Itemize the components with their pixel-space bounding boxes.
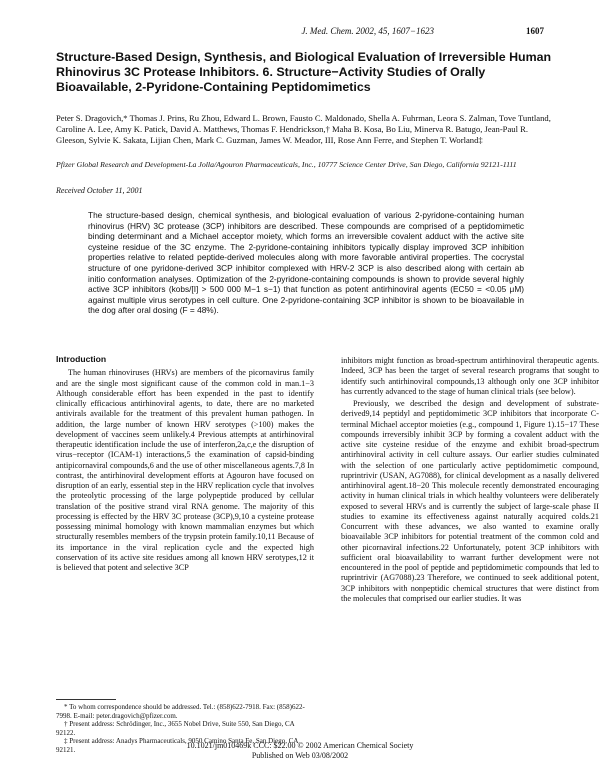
- intro-paragraph-2: Previously, we described the design and development of substrate-derived9,14 peptidyl and peptidomimetic 3CP inhibitors that incorporate C-terminal Michael acceptor moieties (e.g., compound 1, Figure 1).15−17 These compounds irreversibly inhibit 3CP by forming a covalent adduct with the active site cysteine residue of the enzyme and exhibit broad-spectrum antirhinoviral activity in cell culture assays. Our earlier studies culminated with the selection of one particularly active peptidomimetic compound, ruprintrivir (USAN, AG7088), for clinical development as a nasally delivered antirhinoviral agent.18−20 This molecule recently demonstrated encouraging activity in human clinical trials in which healthy volunteers were deliberately exposed to several HRVs and is currently the subject of large-scale phase II studies to examine its effectiveness against naturally acquired colds.21 Concurrent with these advances, we also wanted to examine orally bioavailable 3CP inhibitors for potential treatment of the common cold and other picornaviral infections.22 Unfortunately, potent 3CP inhibitors with sufficient oral bioavailability to warrant further development were not encountered in the pool of peptide and peptidomimetic compounds that led to ruprintrivir (AG7088).23 Therefore, we continued to seek additional potent, 3CP inhibitors with nonpeptidic chemical structures that were distinct from the molecules that comprised our earlier studies. It was: [341, 399, 599, 603]
- journal-citation: J. Med. Chem. 2002, 45, 1607−1623: [301, 26, 434, 36]
- footnote-correspondence: * To whom correspondence should be addressed. Tel.: (858)622-7918. Fax: (858)622-7998. E-mail: peter.dragovich@pfizer.com.: [56, 703, 305, 720]
- doi-line: 10.1021/jm010469k CCC: $22.00 © 2002 American Chemical Society: [186, 741, 414, 750]
- received-date: Received October 11, 2001: [56, 186, 143, 195]
- page-number: 1607: [526, 26, 544, 36]
- running-head: [56, 26, 544, 38]
- author-list: Peter S. Dragovich,* Thomas J. Prins, Ru Zhou, Edward L. Brown, Fausto C. Maldonado, Shella A. Fuhrman, Leora S. Zalman, Tove Tuntland, Caroline A. Lee, Amy K. Patick, David A. Matthews, Thomas F. Hendrickson,† Maha B. Kosa, Bo Liu, Minerva R. Batugo, Jean-Paul R. Gleeson, Sylvie K. Sakata, Lijian Chen, Mark C. Guzman, James W. Meador, III, Rose Ann Ferre, and Stephen T. Worland‡: [56, 113, 551, 145]
- publication-date: Published on Web 03/08/2002: [251, 750, 349, 760]
- footnote-present-address-2: ‡ Present address: Anadys Pharmaceuticals, 9050 Camino Santa Fe, San Diego, CA 92121.: [56, 737, 299, 754]
- affiliation: Pfizer Global Research and Development-La Jolla/Agouron Pharmaceuticals, Inc., 10777 Science Center Drive, San Diego, California 92121-1111: [56, 160, 517, 169]
- intro-paragraph-1-continued: inhibitors might function as broad-spectrum antirhinoviral therapeutic agents. Indeed, 3CP has been the target of several research programs that sought to identify such antirhinoviral compounds,13 although only one 3CP inhibitor has currently advanced to the stage of human clinical trials (see below).: [341, 356, 599, 396]
- article-title: Structure-Based Design, Synthesis, and Biological Evaluation of Irreversible Human Rhinovirus 3C Protease Inhibitors. 6. Structure−Activity Studies of Orally Bioavailable, 2-Pyridone-Containing Peptidomimetics: [56, 50, 552, 94]
- left-column: [56, 354, 314, 573]
- footnote-present-address-1: † Present address: Schrödinger, Inc., 3655 Nobel Drive, Suite 550, San Diego, CA 92122.: [56, 720, 295, 737]
- introduction-heading: Introduction: [56, 354, 107, 364]
- right-column: [341, 356, 599, 604]
- intro-paragraph-1: The human rhinoviruses (HRVs) are members of the picornavirus family and are the single most significant cause of the common cold in man.1−3 Although considerable effort has been expended in the past to identify clinically efficacious antirhinoviral agents, to date, there are no marketed antivirals available for the treatment of this prevalent human pathogen. In addition, the large number of known HRV serotypes (>100) makes the development of vaccines seem unlikely.4 Previous attempts at antirhinoviral therapeutic identification include the use of interferon,2a,c,e the disruption of virus−receptor (ICAM-1) interactions,5 the examination of capsid-binding antipicornaviral compounds,6 and the use of other miscellaneous agents.7,8 In contrast, the antirhinoviral development efforts at Agouron have focused on disruption of an early, essential step in the HRV replication cycle that involves the proteolytic processing of the large polypeptide produced by cellular translation of the positive strand viral RNA genome. The majority of this processing is effected by the HRV 3C protease (3CP),9,10 a cysteine protease possessing minimal homology with known mammalian enzymes but which structurally resembles members of the trypsin protein family.10,11 Because of its importance in the viral replication cycle and the expected high conservation of its active site residues among all known HRV serotypes,12 it is believed that potent and selective 3CP: [56, 368, 314, 572]
- abstract: The structure-based design, chemical synthesis, and biological evaluation of various 2-pyridone-containing human rhinovirus (HRV) 3C protease (3CP) inhibitors are described. These compounds are comprised of a peptidomimetic binding determinant and a Michael acceptor moiety, which forms an irreversible covalent adduct with the active site cysteine residue of the 3C enzyme. The 2-pyridone-containing inhibitors typically display improved 3CP inhibition properties relative to related peptide-derived molecules along with more favorable antiviral properties. The cocrystal structure of one pyridone-derived 3CP inhibitor complexed with HRV-2 3CP is also described along with certain ab initio conformation analyses. Optimization of the 2-pyridone-containing compounds is shown to provide several highly active 3CP inhibitors (kobs/[I] > 500 000 M−1 s−1) that function as potent antirhinoviral agents (EC50 = <0.05 μM) against multiple virus serotypes in cell culture. One 2-pyridone-containing 3CP inhibitor is shown to be bioavailable in the dog after oral dosing (F = 48%).: [88, 210, 524, 316]
- footnote-rule: [56, 699, 116, 700]
- page-footer: [0, 741, 600, 760]
